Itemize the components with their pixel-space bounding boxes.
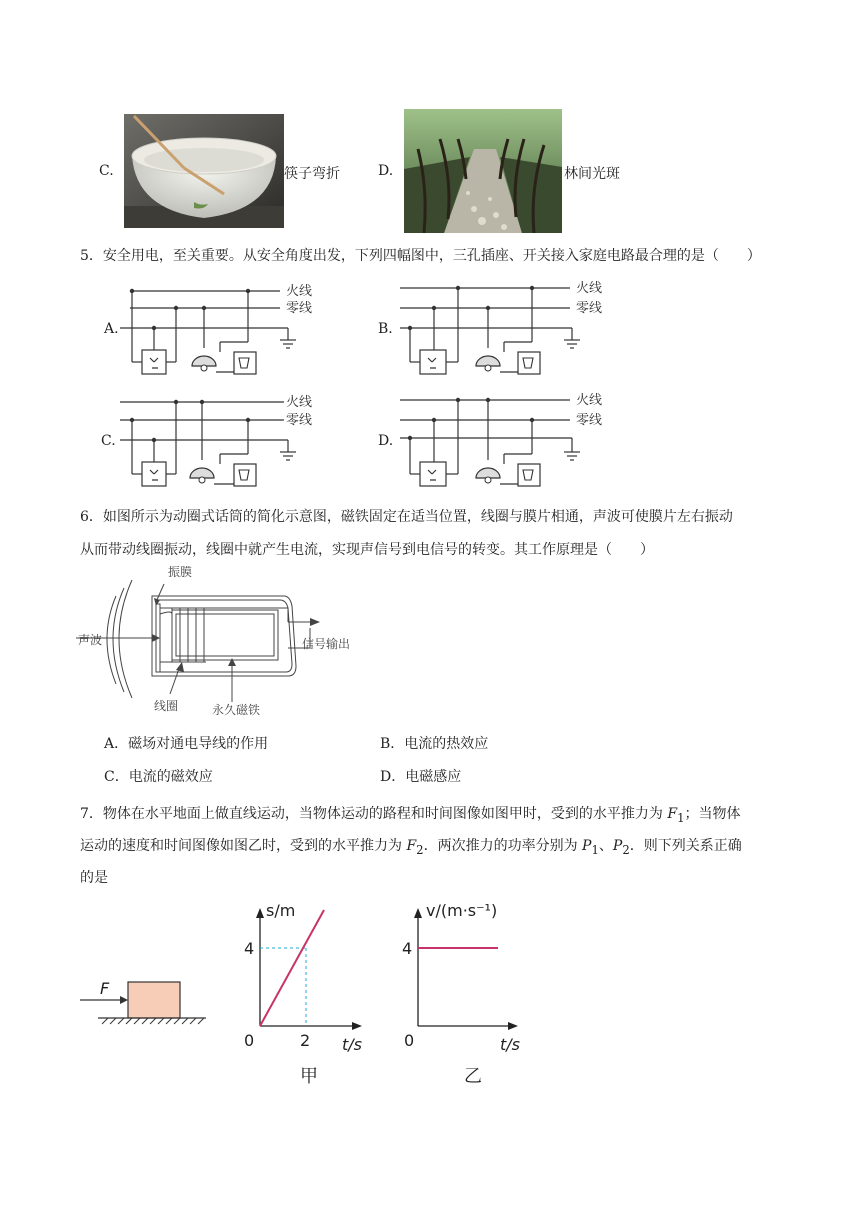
graph-jia-s-t [236, 898, 386, 1092]
q4-option-d-caption: 林间光斑 [564, 166, 620, 182]
forest-light-spots-photo [404, 109, 562, 233]
q6-option-b: B．电流的热效应 [380, 736, 489, 752]
q5-option-a-letter: A. [104, 321, 119, 337]
diaphragm-label: 振膜 [168, 566, 193, 579]
jia-y-axis-label: s/m [266, 901, 296, 920]
yi-y-axis-label: v/(m·s⁻¹) [426, 901, 498, 920]
signal-output-label: 信号输出 [302, 637, 351, 651]
neutral-wire-label-a: 零线 [286, 301, 313, 316]
q6-option-c: C．电流的磁效应 [104, 769, 213, 785]
q5-stem: 5．安全用电，至关重要。从安全角度出发，下列四幅图中，三孔插座、开关接入家庭电路最合理的是（ ） [80, 248, 761, 264]
q5-option-c-letter: C. [101, 433, 116, 449]
jia-y-tick-4: 4 [244, 939, 255, 958]
q6-stem-line2: 从而带动线圈振动，线圈中就产生电流，实现声信号到电信号的转变。其工作原理是（ ） [80, 542, 654, 558]
q7-stem-line1: 7．物体在水平地面上做直线运动，当物体运动的路程和时间图像如图甲时，受到的水平推力为 $F_1$；当物体 [80, 806, 741, 825]
live-wire-label-a: 火线 [286, 284, 313, 299]
jia-caption: 甲 [300, 1066, 318, 1087]
permanent-magnet-label: 永久磁铁 [212, 703, 261, 717]
circuit-diagram-a [120, 280, 330, 380]
dynamic-microphone-diagram [76, 566, 376, 722]
circuit-diagram-b [400, 280, 610, 380]
q4-option-c-letter: C. [99, 163, 114, 179]
q7-stem-line2: 运动的速度和时间图像如图乙时，受到的水平推力为 $F_2$．两次推力的功率分别为 $P_1$、$P_2$．则下列关系正确 [80, 838, 742, 857]
coil-label: 线圈 [154, 699, 179, 713]
neutral-wire-label-b: 零线 [576, 301, 603, 316]
force-f-label: F [100, 979, 110, 998]
yi-x-axis-label: t/s [500, 1035, 520, 1054]
yi-caption: 乙 [464, 1066, 482, 1087]
sound-wave-label: 声波 [78, 633, 103, 647]
neutral-wire-label-d: 零线 [576, 413, 603, 428]
yi-origin-label: 0 [404, 1031, 415, 1050]
q5-option-b-letter: B. [378, 321, 393, 337]
q6-option-a: A．磁场对通电导线的作用 [104, 736, 269, 752]
live-wire-label-d: 火线 [576, 393, 603, 408]
q4-option-d-letter: D. [378, 163, 394, 179]
pushed-block-diagram [80, 972, 210, 1028]
yi-y-tick-4: 4 [402, 939, 413, 958]
chopsticks-bowl-photo [124, 114, 284, 228]
q5-option-d-letter: D. [378, 433, 394, 449]
live-wire-label-c: 火线 [286, 395, 313, 410]
live-wire-label-b: 火线 [576, 281, 603, 296]
q4-option-c-caption: 筷子弯折 [284, 166, 340, 182]
circuit-diagram-d [400, 392, 610, 492]
q6-option-d: D．电磁感应 [380, 769, 462, 785]
q7-stem-line3: 的是 [80, 870, 108, 886]
q6-stem-line1: 6．如图所示为动圈式话筒的简化示意图，磁铁固定在适当位置，线圈与膜片相通，声波可使膜片左右振动 [80, 509, 733, 525]
graph-yi-v-t [398, 898, 558, 1092]
jia-origin-label: 0 [244, 1031, 255, 1050]
jia-x-axis-label: t/s [342, 1035, 362, 1054]
neutral-wire-label-c: 零线 [286, 413, 313, 428]
circuit-diagram-c [120, 392, 330, 492]
jia-x-tick-2: 2 [300, 1031, 311, 1050]
